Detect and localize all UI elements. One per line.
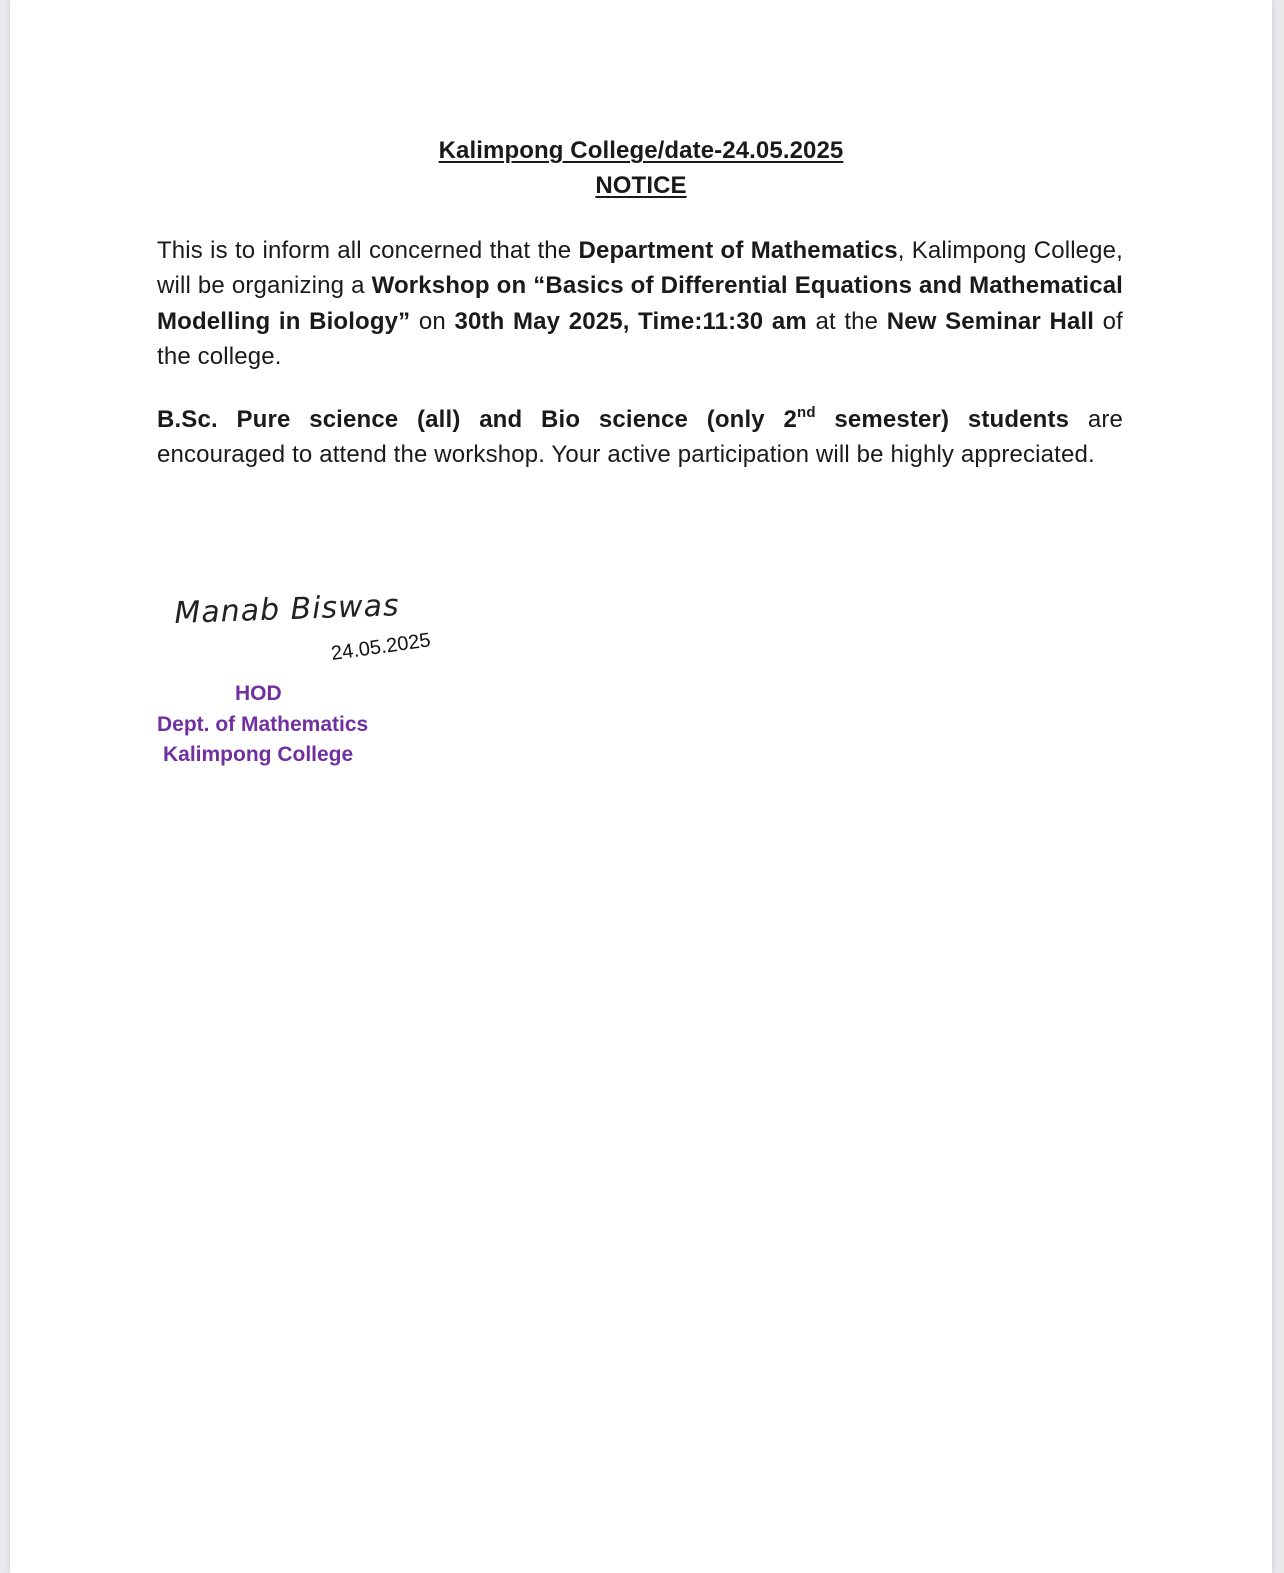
notice-paragraph-1 [157,233,1123,375]
text-span: on [410,307,455,335]
notice-page [10,0,1272,1573]
workshop-date-time: 30th May 2025, Time:11:30 am [454,307,807,335]
handwritten-signature: Manab Biswas [173,588,401,631]
text-span: This is to inform all concerned that the [157,237,579,264]
notice-reference-line: Kalimpong College/date-24.05.2025 [438,137,844,164]
workshop-venue: New Seminar Hall [886,307,1095,335]
text-span: are encouraged to attend the workshop. Your active participation will be highly appreciated. [157,406,1123,469]
signatory-department: Dept. of Mathematics [157,713,369,736]
text-span: B.Sc. Pure science (all) and Bio science (only 2 [157,406,798,433]
ordinal-suffix: nd [797,404,816,421]
target-students [157,406,1069,433]
signatory-college: Kalimpong College [163,743,354,766]
workshop-title: Workshop on “Basics of Differential Equations and Mathematical Modelling in Biology” [157,272,1124,335]
text-span: at the [806,307,887,335]
text-span: semester) students [815,406,1070,433]
notice-title: NOTICE [595,172,687,199]
signature-date: 24.05.2025 [329,629,432,666]
notice-paragraph-2 [157,402,1123,473]
text-span: of the college. [157,307,1123,371]
signatory-title: HOD [235,682,282,705]
department-name: Department of Mathematics [578,237,898,264]
text-span: , Kalimpong College, will be organizing a [157,237,1123,300]
